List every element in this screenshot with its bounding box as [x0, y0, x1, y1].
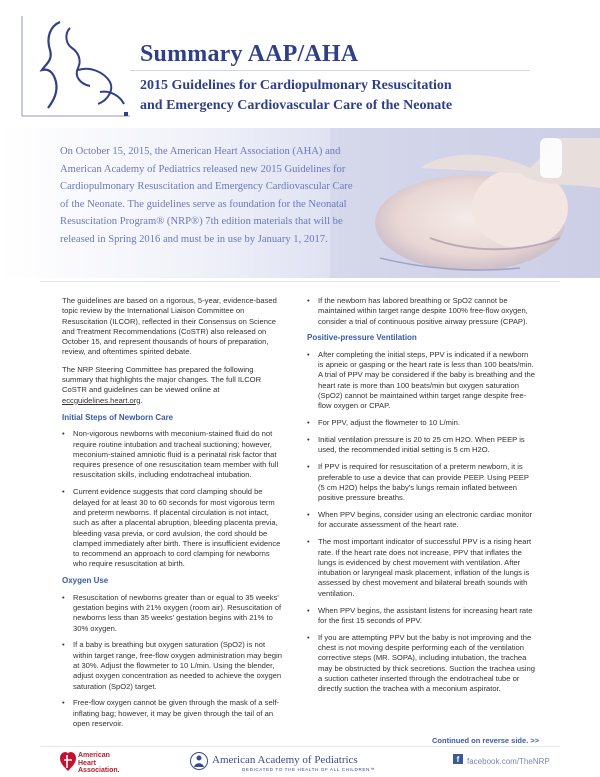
list-item: • When PPV begins, the assistant listens for increasing heart rate for the first 15 seconds of PPV.: [307, 605, 533, 625]
eccguidelines-link[interactable]: eccguidelines.heart.org: [62, 395, 141, 405]
list-item: • If a baby is breathing but oxygen saturation (SpO2) is not within target range, free-flow oxygen administration may begin at 30%. Adjust the flowmeter to 10 L/min. Using the blender, adjust oxygen concentration as needed to achieve the oxygen saturation (SpO2) target.: [62, 640, 282, 691]
list-item: • Initial ventilation pressure is 20 to 25 cm H2O. When PEEP is used, the recommended initial setting is 5 cm H2O.: [307, 435, 525, 455]
section-heading-oxygen-use: Oxygen Use: [62, 576, 109, 586]
list-item: • Resuscitation of newborns greater than or equal to 35 weeks' gestation begins with 21% oxygen (room air). Resuscitation of newborns less than 35 weeks' gestation begins with 21% to 30% oxygen.: [62, 592, 282, 633]
facebook-icon: f: [453, 754, 463, 764]
aap-name: American Academy of Pediatrics: [212, 754, 358, 766]
list-item: • If you are attempting PPV but the baby is not improving and the chest is not moving despite performing each of the ventilation corrective steps (MR. SOPA), including intubation, the trachea may be obstructed by thick secretions. Suction the trachea using a suction catheter inserted through the endotracheal tube or directly suction the trachea with a meconium aspirator.: [307, 632, 535, 694]
continued-link[interactable]: Continued on reverse side. >>: [432, 736, 540, 745]
facebook-link[interactable]: facebook.com/TheNRP: [467, 757, 550, 766]
title-rule: [130, 70, 530, 71]
aha-line-1: American: [78, 752, 110, 759]
aap-logo-icon: [190, 751, 208, 771]
aap-tagline: DEDICATED TO THE HEALTH OF ALL CHILDREN™: [242, 767, 376, 772]
intro-paragraph-2-end: .: [140, 395, 143, 405]
list-item: • The most important indicator of successful PPV is a rising heart rate. If the heart rate does not increase, PPV that inflates the lungs is evidenced by chest movement with ventilation. After intubation or laryngeal mask placement, inflation of the lungs is assessed by chest movement and bilateral breath sounds with ventilation.: [307, 537, 532, 598]
hero-rule: [40, 281, 560, 282]
intro-paragraph-1: The guidelines are based on a rigorous, 5-year, evidence-based topic review by the International Liaison Committee on Resuscitation (ILCOR), reflected in their Consensus on Science and Treatment Recommendations (CoSTR) also released on October 15, and represent thousands of hours of preparation, review, and oftentimes spirited debate.: [62, 296, 277, 357]
aha-name: [78, 752, 120, 775]
list-item: • If the newborn has labored breathing or SpO2 cannot be maintained within target range despite 100% free-flow oxygen, consider a trial of continuous positive airway pressure (CPAP).: [307, 296, 528, 326]
intro-text: On October 15, 2015, the American Heart Association (AHA) and American Academy of Pediatrics released new 2015 Guidelines for Cardiopulmonary Resuscitation and Emergency Cardiovascular Care of the Neonate. The guidelines serve as foundation for the Neonatal Resuscitation Program® (NRP®) 7th edition materials that will be released in Spring 2016 and must be in use by January 1, 2017.: [60, 146, 353, 245]
subtitle-line-2: and Emergency Cardiovascular Care of the Neonate: [140, 98, 453, 113]
list-item: • Non-vigorous newborns with meconium-stained fluid do not require routine intubation and tracheal suctioning; however, meconium-stained amniotic fluid is a perinatal risk factor that requires presence of one resuscitation team member with full resuscitation skills, including endotracheal intubation.: [62, 429, 279, 480]
ppv-list: [307, 350, 535, 695]
list-item: • After completing the initial steps, PPV is indicated if a newborn is apneic or gasping or the heart rate is less than 100 beats/min. A trial of PPV may be considered if the baby is breathing and the heart rate is more than 100 beats/min but oxygen saturation (SpO2) cannot be maintained within target range despite free-flow oxygen or CPAP.: [307, 349, 535, 411]
initial-steps-list: [62, 429, 282, 569]
intro-paragraph-2-text: The NRP Steering Committee has prepared the following summary that highlights the major changes. The full ILCOR CoSTR and guidelines can be viewed online at: [62, 364, 262, 395]
subtitle-line-1: 2015 Guidelines for Cardiopulmonary Resuscitation: [140, 78, 452, 93]
right-column: [307, 296, 535, 701]
left-column: [62, 296, 282, 736]
aha-line-2: Heart: [78, 759, 96, 767]
list-item: • Current evidence suggests that cord clamping should be delayed for at least 30 to 60 seconds for most vigorous term and preterm newborns. If placental circulation is not intact, such as after a placental abruption, bleeding placenta previa, bleeding vasa previa, or cord avulsion, the cord should be clamped immediately after birth. There is insufficient evidence to recommend an approach to cord clamping for newborns who require resuscitation at birth.: [62, 487, 281, 569]
oxygen-use-list: [62, 593, 282, 730]
intro-paragraph-2: [62, 365, 282, 406]
list-item: • If PPV is required for resuscitation of a preterm newborn, it is preferable to use a device that can provide PEEP. Using PEEP (5 cm H2O) helps the baby's lungs remain inflated between positive pressure breaths.: [307, 462, 529, 503]
list-item: • For PPV, adjust the flowmeter to 10 L/min.: [307, 418, 460, 428]
list-item: • Free-flow oxygen cannot be given through the mask of a self-inflating bag; however, it may be given through the tail of an open reservoir.: [62, 698, 279, 729]
list-item: • When PPV begins, consider using an electronic cardiac monitor for accurate assessment of the heart rate.: [307, 510, 533, 530]
aha-line-3: Association.: [78, 767, 120, 774]
page-subtitle: [140, 76, 452, 116]
nrp-logo-icon: [20, 8, 135, 120]
page-title: Summary AAP/AHA: [140, 41, 359, 67]
cpap-list: [307, 296, 535, 327]
section-heading-initial-steps: Initial Steps of Newborn Care: [62, 412, 174, 422]
section-heading-ppv: Positive-pressure Ventilation: [307, 333, 417, 343]
footer-rule: [40, 746, 560, 747]
